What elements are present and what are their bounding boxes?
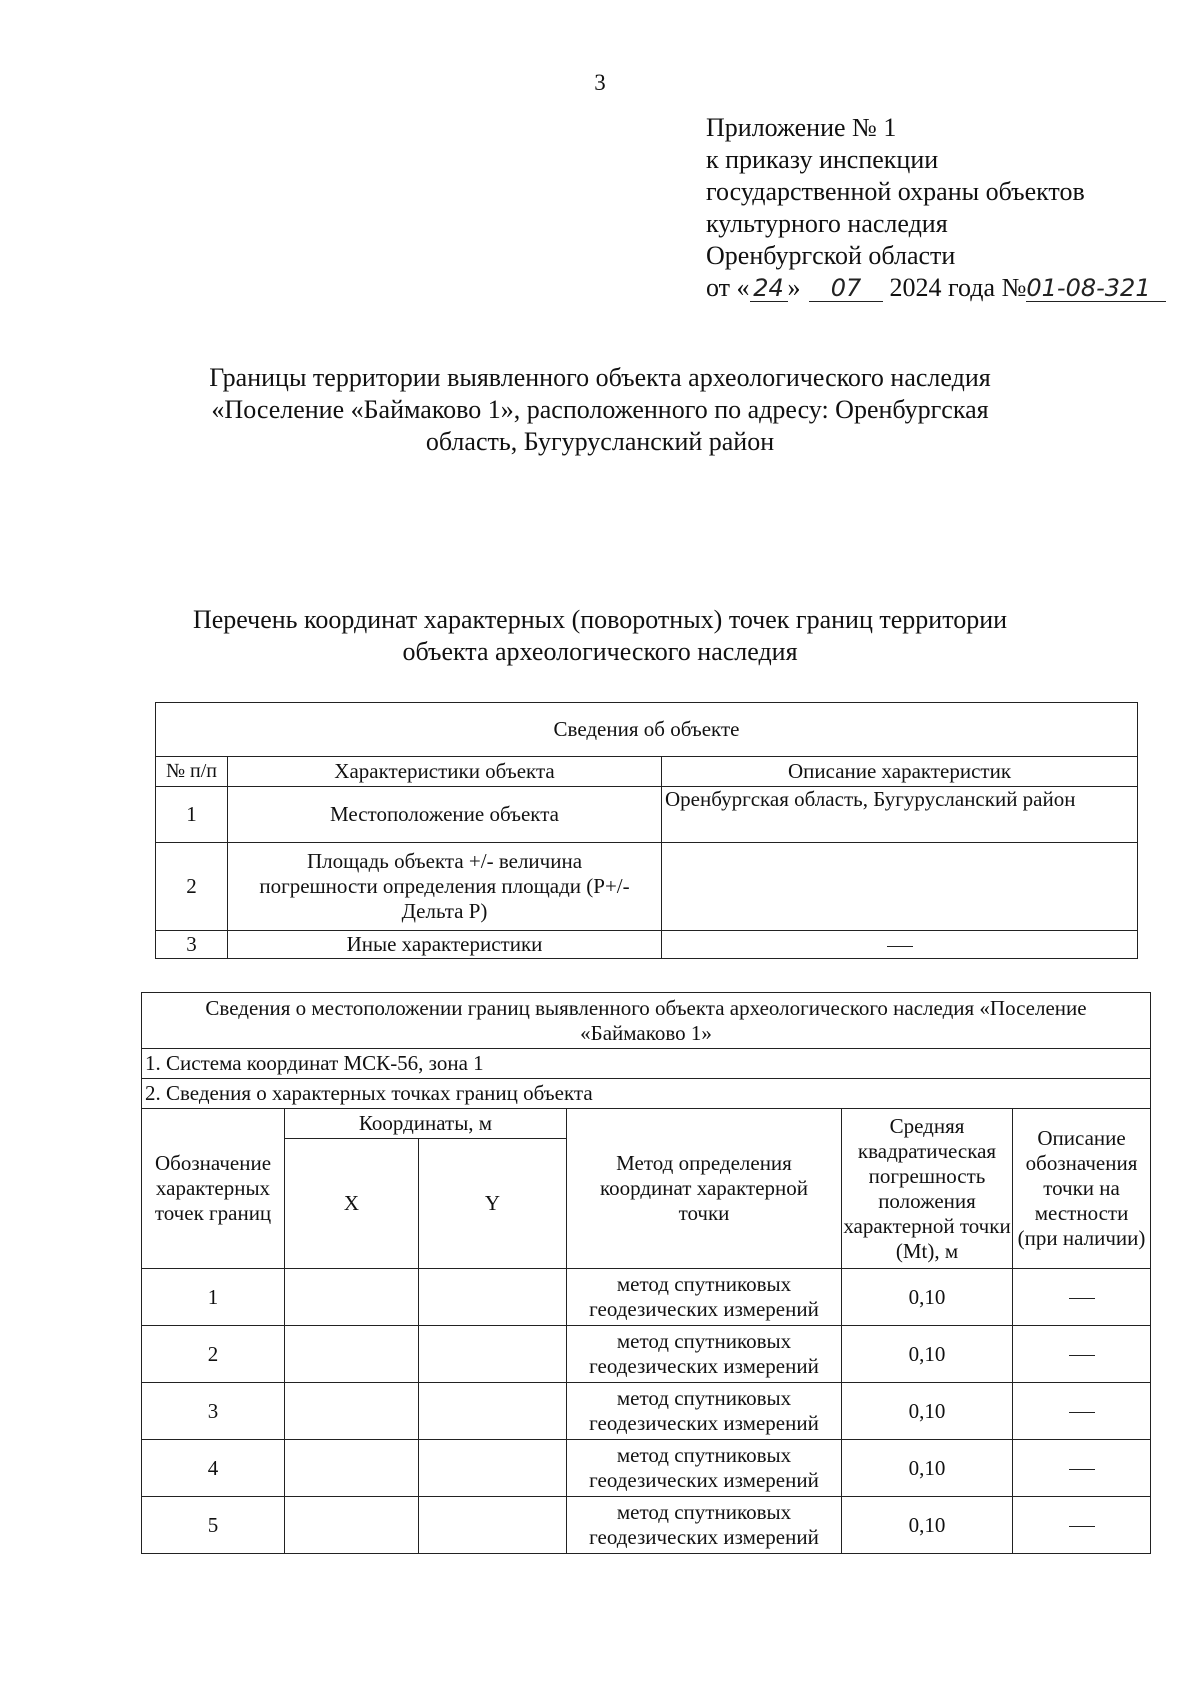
title-line-2: «Поселение «Баймаково 1», расположенного по адресу: Оренбургская <box>211 395 989 424</box>
point-number: 3 <box>142 1383 285 1440</box>
appendix-line-5: Оренбургской области <box>706 241 956 270</box>
object-table-header: Сведения об объекте <box>156 703 1138 757</box>
row-char: Площадь объекта +/- величина погрешности определения площади (P+/- Дельта P) <box>228 843 662 931</box>
col-header-char: Характеристики объекта <box>228 757 662 787</box>
point-y <box>419 1326 567 1383</box>
title-line-1: Границы территории выявленного объекта археологического наследия <box>209 363 991 392</box>
coordinate-system: 1. Система координат МСК-56, зона 1 <box>142 1049 1151 1079</box>
point-number: 2 <box>142 1326 285 1383</box>
point-method: метод спутниковых геодезических измерений <box>567 1497 842 1554</box>
point-x <box>285 1383 419 1440</box>
point-y <box>419 1269 567 1326</box>
date-prefix: от « <box>706 273 750 302</box>
col-header-y: Y <box>419 1139 567 1269</box>
col-header-desc: Описание обозначения точки на местности (при наличии) <box>1013 1109 1151 1269</box>
point-number: 1 <box>142 1269 285 1326</box>
point-y <box>419 1383 567 1440</box>
appendix-block <box>706 112 1166 304</box>
point-number: 5 <box>142 1497 285 1554</box>
point-x <box>285 1269 419 1326</box>
points-info: 2. Сведения о характерных точках границ объекта <box>142 1079 1151 1109</box>
point-method: метод спутниковых геодезических измерений <box>567 1440 842 1497</box>
point-error: 0,10 <box>842 1383 1013 1440</box>
point-x <box>285 1497 419 1554</box>
point-y <box>419 1440 567 1497</box>
row-char: Иные характеристики <box>228 931 662 959</box>
page-number: 3 <box>594 70 606 95</box>
point-error: 0,10 <box>842 1269 1013 1326</box>
col-header-desc: Описание характеристик <box>662 757 1138 787</box>
row-desc-dash <box>662 931 1138 959</box>
point-y <box>419 1497 567 1554</box>
row-num: 2 <box>156 843 228 931</box>
document-subtitle <box>150 604 1050 668</box>
point-error: 0,10 <box>842 1326 1013 1383</box>
point-method: метод спутниковых геодезических измерений <box>567 1269 842 1326</box>
col-header-coords: Координаты, м <box>285 1109 567 1139</box>
col-header-error: Средняя квадратическая погрешность положения характерной точки (Mt), м <box>842 1109 1013 1269</box>
point-x <box>285 1440 419 1497</box>
point-desc-dash <box>1013 1383 1151 1440</box>
handwritten-month: 07 <box>809 275 883 302</box>
point-desc-dash <box>1013 1269 1151 1326</box>
row-desc: Оренбургская область, Бугурусланский район <box>662 787 1138 843</box>
point-method: метод спутниковых геодезических измерений <box>567 1383 842 1440</box>
date-mid: » <box>787 273 801 302</box>
appendix-line-1: Приложение № 1 <box>706 113 897 142</box>
title-line-3: область, Бугурусланский район <box>425 427 775 456</box>
point-x <box>285 1326 419 1383</box>
boundary-table-header: Сведения о местоположении границ выявленного объекта археологического наследия «Поселение «Баймаково 1» <box>142 993 1151 1049</box>
handwritten-order-number: 01-08-321 <box>1026 275 1166 302</box>
point-desc-dash <box>1013 1326 1151 1383</box>
point-desc-dash <box>1013 1497 1151 1554</box>
row-num: 1 <box>156 787 228 843</box>
point-error: 0,10 <box>842 1440 1013 1497</box>
appendix-line-4: культурного наследия <box>706 209 948 238</box>
appendix-date-line <box>706 272 1166 304</box>
subtitle-line-2: объекта археологического наследия <box>402 637 798 666</box>
col-header-x: X <box>285 1139 419 1269</box>
object-info-table <box>155 702 1138 959</box>
row-char: Местоположение объекта <box>228 787 662 843</box>
row-num: 3 <box>156 931 228 959</box>
subtitle-line-1: Перечень координат характерных (поворотных) точек границ территории <box>192 605 1008 634</box>
document-title <box>150 362 1050 458</box>
point-number: 4 <box>142 1440 285 1497</box>
row-desc <box>662 843 1138 931</box>
date-year: 2024 года № <box>889 273 1027 302</box>
appendix-line-2: к приказу инспекции <box>706 145 939 174</box>
point-method: метод спутниковых геодезических измерений <box>567 1326 842 1383</box>
col-header-num: № п/п <box>156 757 228 787</box>
boundary-table <box>141 992 1151 1554</box>
col-header-method: Метод определения координат характерной точки <box>567 1109 842 1269</box>
col-header-point: Обозначение характерных точек границ <box>142 1109 285 1269</box>
handwritten-day: 24 <box>750 275 788 302</box>
point-desc-dash <box>1013 1440 1151 1497</box>
appendix-line-3: государственной охраны объектов <box>706 177 1085 206</box>
point-error: 0,10 <box>842 1497 1013 1554</box>
